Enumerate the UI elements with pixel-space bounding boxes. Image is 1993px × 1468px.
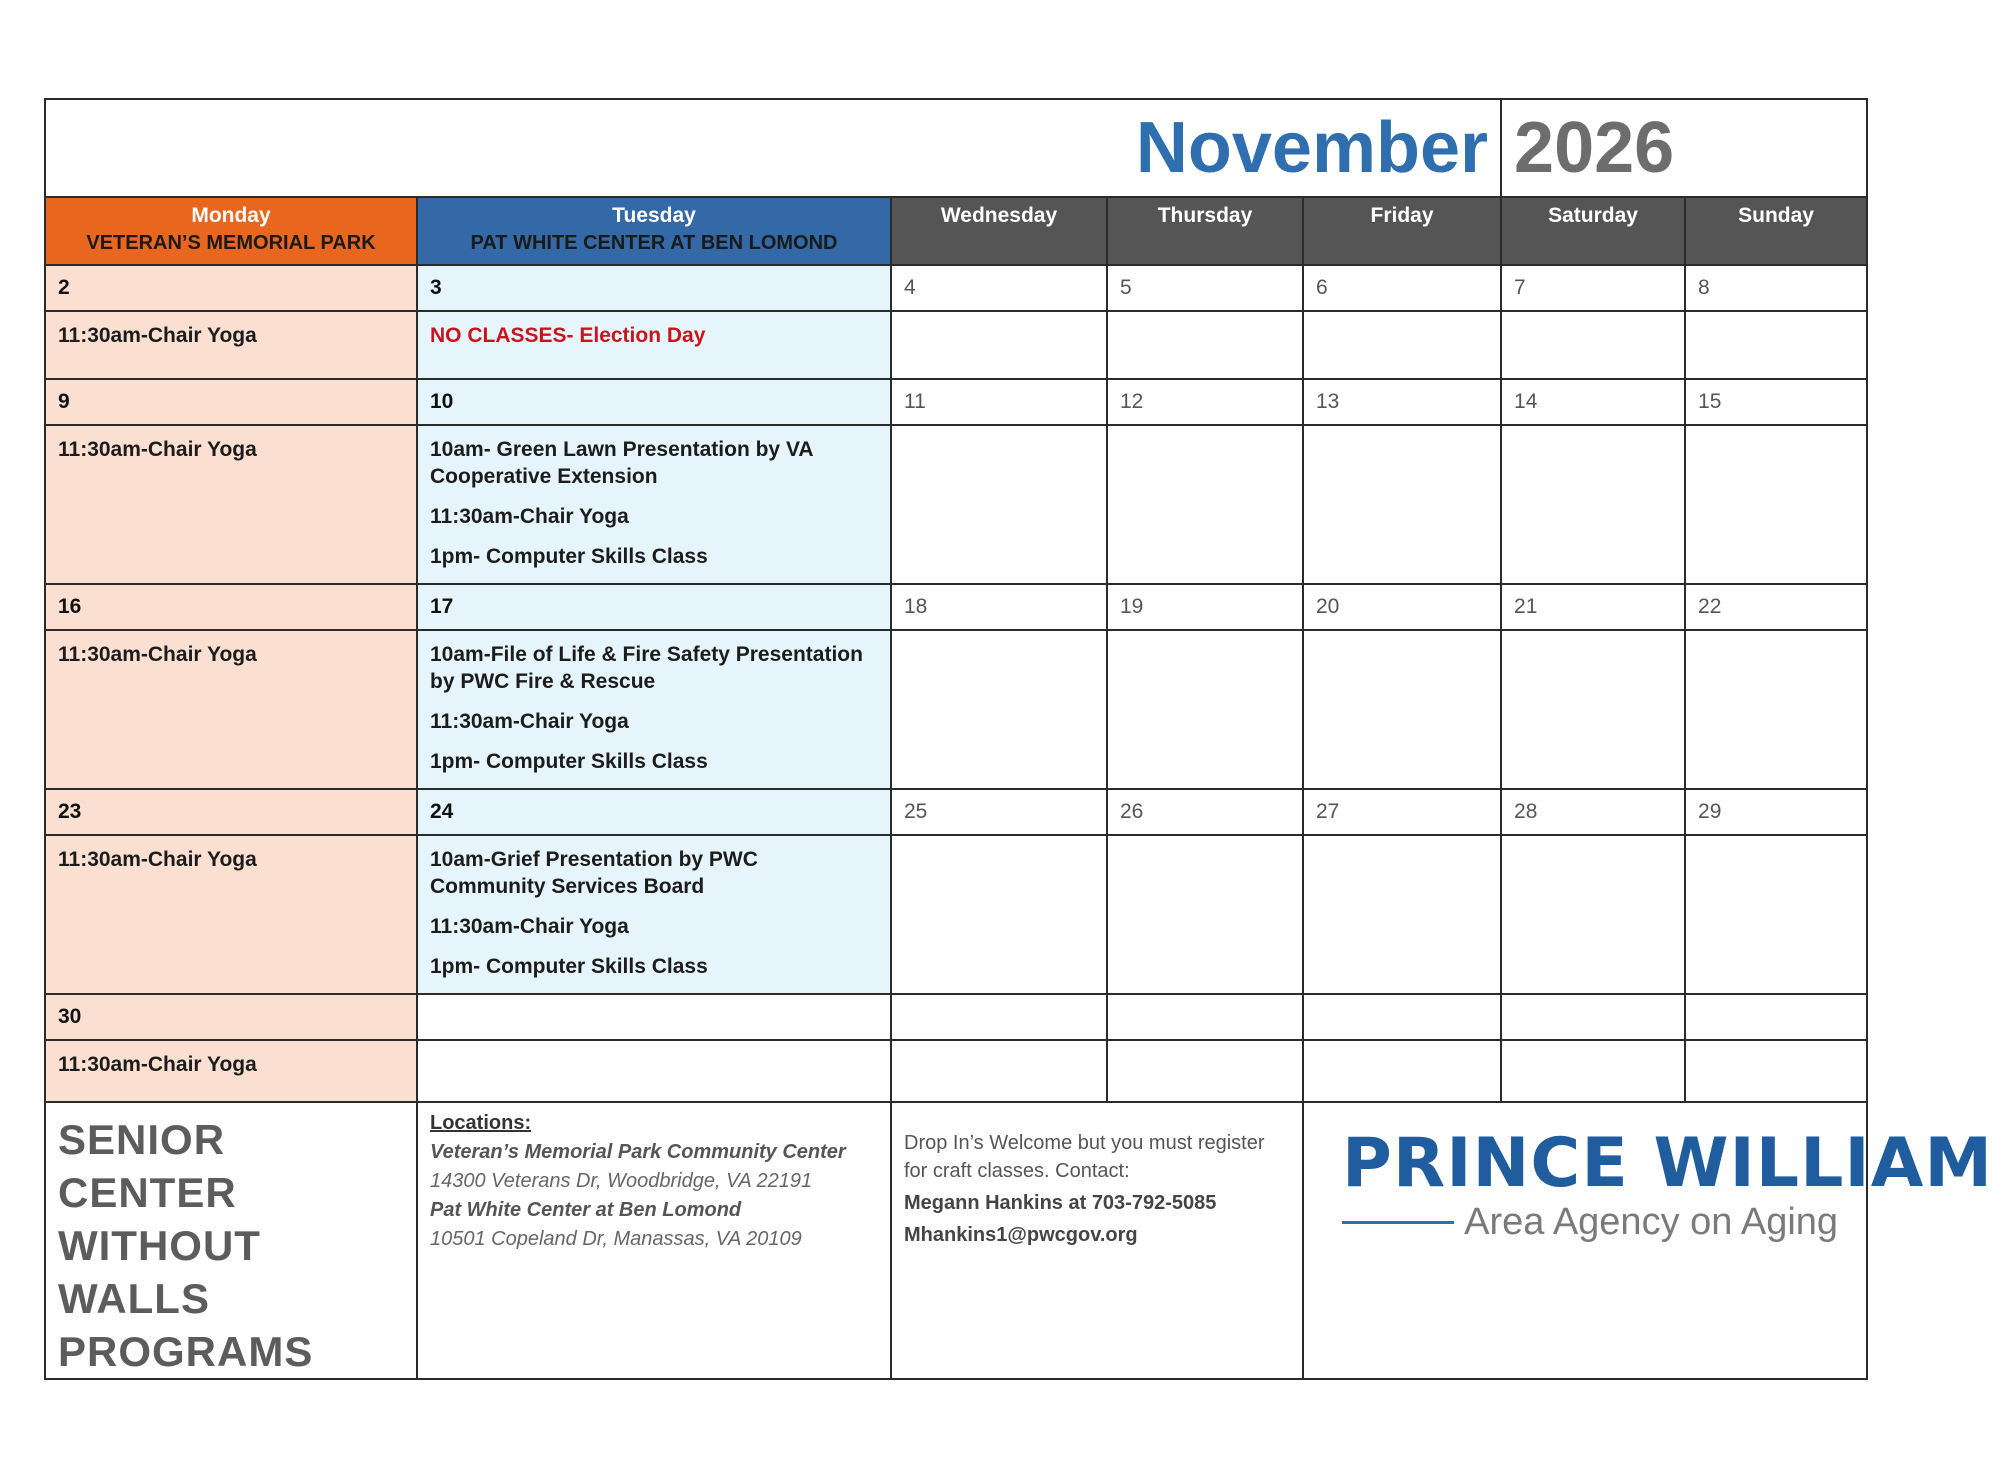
date-number: 3 bbox=[417, 265, 891, 311]
date-number bbox=[1107, 994, 1303, 1040]
date-number: 12 bbox=[1107, 379, 1303, 425]
logo-rule bbox=[1342, 1221, 1454, 1224]
date-number: 10 bbox=[417, 379, 891, 425]
header-sunday-label: Sunday bbox=[1738, 204, 1814, 227]
no-classes-notice: NO CLASSES- Election Day bbox=[430, 324, 706, 347]
event-item: 1pm- Computer Skills Class bbox=[430, 545, 708, 568]
location2-address: 10501 Copeland Dr, Manassas, VA 20109 bbox=[430, 1228, 802, 1250]
date-number: 4 bbox=[891, 265, 1107, 311]
day-cell bbox=[1501, 1040, 1685, 1102]
date-number: 16 bbox=[45, 584, 417, 630]
locations-cell bbox=[417, 1102, 891, 1379]
header-wednesday-label: Wednesday bbox=[940, 204, 1058, 227]
event-list bbox=[46, 312, 416, 349]
day-cell bbox=[1107, 835, 1303, 994]
header-tuesday bbox=[417, 197, 891, 265]
date-number: 28 bbox=[1501, 789, 1685, 835]
events-row bbox=[45, 835, 1867, 994]
month-title: November bbox=[1135, 108, 1489, 188]
contact-cell bbox=[891, 1102, 1303, 1379]
day-cell bbox=[45, 835, 417, 994]
date-number: 19 bbox=[1107, 584, 1303, 630]
date-number-row bbox=[45, 994, 1867, 1040]
day-cell bbox=[1303, 630, 1501, 789]
date-number: 14 bbox=[1501, 379, 1685, 425]
date-number bbox=[417, 994, 891, 1040]
date-number: 11 bbox=[891, 379, 1107, 425]
date-number: 29 bbox=[1685, 789, 1867, 835]
date-number-row bbox=[45, 789, 1867, 835]
day-cell bbox=[45, 630, 417, 789]
event-item: 11:30am-Chair Yoga bbox=[58, 643, 257, 666]
event-item: 10am- Green Lawn Presentation by VA Cooperative Extension bbox=[430, 438, 813, 488]
header-sunday bbox=[1685, 197, 1867, 265]
event-item: 11:30am-Chair Yoga bbox=[58, 848, 257, 871]
day-cell bbox=[1501, 835, 1685, 994]
day-cell bbox=[1303, 1040, 1501, 1102]
header-thursday-label: Thursday bbox=[1157, 204, 1253, 227]
program-title-line: SENIOR CENTER bbox=[58, 1116, 237, 1216]
date-number: 20 bbox=[1303, 584, 1501, 630]
program-title bbox=[46, 1103, 416, 1378]
date-number: 24 bbox=[417, 789, 891, 835]
events-row bbox=[45, 630, 1867, 789]
contact-text: Drop In’s Welcome but you must register for craft classes. Contact: bbox=[904, 1132, 1265, 1182]
contact-info bbox=[892, 1103, 1302, 1249]
events-row bbox=[45, 311, 1867, 379]
event-list bbox=[418, 836, 890, 980]
day-cell bbox=[1501, 630, 1685, 789]
day-cell bbox=[1501, 311, 1685, 379]
day-cell bbox=[1107, 630, 1303, 789]
event-item: 11:30am-Chair Yoga bbox=[430, 710, 629, 733]
calendar-table bbox=[44, 98, 1993, 1380]
header-friday bbox=[1303, 197, 1501, 265]
event-list bbox=[46, 1041, 416, 1078]
header-tuesday-label: Tuesday bbox=[612, 204, 696, 227]
day-cell bbox=[1303, 835, 1501, 994]
day-cell bbox=[1685, 311, 1867, 379]
header-wednesday bbox=[891, 197, 1107, 265]
date-number bbox=[1685, 994, 1867, 1040]
date-number: 5 bbox=[1107, 265, 1303, 311]
date-number: 13 bbox=[1303, 379, 1501, 425]
day-cell bbox=[1685, 835, 1867, 994]
day-cell bbox=[891, 1040, 1107, 1102]
day-cell bbox=[417, 835, 891, 994]
date-number: 15 bbox=[1685, 379, 1867, 425]
event-item: 11:30am-Chair Yoga bbox=[58, 324, 257, 347]
header-friday-label: Friday bbox=[1370, 204, 1434, 227]
event-list bbox=[46, 836, 416, 873]
date-number: 22 bbox=[1685, 584, 1867, 630]
day-cell bbox=[1501, 425, 1685, 584]
day-cell bbox=[891, 835, 1107, 994]
event-item: 1pm- Computer Skills Class bbox=[430, 955, 708, 978]
date-number-row bbox=[45, 379, 1867, 425]
date-number: 6 bbox=[1303, 265, 1501, 311]
header-saturday-label: Saturday bbox=[1548, 204, 1638, 227]
date-number-row bbox=[45, 265, 1867, 311]
header-monday bbox=[45, 197, 417, 265]
event-list bbox=[418, 631, 890, 775]
event-item: 10am-File of Life & Fire Safety Presentation by PWC Fire & Rescue bbox=[430, 643, 863, 693]
program-title-cell bbox=[45, 1102, 417, 1379]
logo-cell bbox=[1303, 1102, 1993, 1379]
event-item: 11:30am-Chair Yoga bbox=[58, 438, 257, 461]
date-number: 18 bbox=[891, 584, 1107, 630]
logo-subtitle: Area Agency on Aging bbox=[1464, 1201, 1839, 1243]
date-number-row bbox=[45, 584, 1867, 630]
day-cell bbox=[1303, 425, 1501, 584]
day-cell bbox=[1685, 630, 1867, 789]
day-cell bbox=[891, 311, 1107, 379]
agency-logo bbox=[1304, 1103, 1993, 1244]
title-month-cell bbox=[45, 99, 1501, 197]
header-monday-location: VETERAN’S MEMORIAL PARK bbox=[86, 232, 376, 254]
program-title-line: PROGRAMS bbox=[58, 1328, 314, 1375]
date-number bbox=[1501, 994, 1685, 1040]
header-monday-label: Monday bbox=[191, 204, 271, 227]
date-number: 27 bbox=[1303, 789, 1501, 835]
date-number: 30 bbox=[45, 994, 417, 1040]
events-row bbox=[45, 425, 1867, 584]
event-list bbox=[418, 312, 890, 349]
event-item: 11:30am-Chair Yoga bbox=[430, 505, 629, 528]
date-number: 25 bbox=[891, 789, 1107, 835]
header-saturday bbox=[1501, 197, 1685, 265]
date-number: 17 bbox=[417, 584, 891, 630]
date-number: 26 bbox=[1107, 789, 1303, 835]
date-number bbox=[1303, 994, 1501, 1040]
date-number bbox=[891, 994, 1107, 1040]
day-cell bbox=[891, 630, 1107, 789]
event-item: 11:30am-Chair Yoga bbox=[430, 915, 629, 938]
locations-heading: Locations: bbox=[430, 1112, 532, 1134]
day-cell bbox=[417, 630, 891, 789]
day-cell bbox=[45, 1040, 417, 1102]
header-thursday bbox=[1107, 197, 1303, 265]
event-item: 1pm- Computer Skills Class bbox=[430, 750, 708, 773]
date-number: 9 bbox=[45, 379, 417, 425]
contact-name: Megann Hankins at 703-792-5085 bbox=[904, 1192, 1217, 1214]
date-number: 23 bbox=[45, 789, 417, 835]
logo-title: PRINCE WILLIAM bbox=[1342, 1124, 1993, 1203]
location1-name: Veteran’s Memorial Park Community Center bbox=[430, 1141, 846, 1163]
day-cell bbox=[1685, 1040, 1867, 1102]
day-cell bbox=[1107, 425, 1303, 584]
events-row bbox=[45, 1040, 1867, 1102]
location1-address: 14300 Veterans Dr, Woodbridge, VA 22191 bbox=[430, 1170, 813, 1192]
locations bbox=[418, 1103, 890, 1254]
day-cell bbox=[1107, 311, 1303, 379]
event-item: 10am-Grief Presentation by PWC Community Services Board bbox=[430, 848, 758, 898]
event-list bbox=[418, 426, 890, 570]
program-title-line: WITHOUT WALLS bbox=[58, 1222, 261, 1322]
day-cell bbox=[417, 425, 891, 584]
day-cell bbox=[45, 425, 417, 584]
title-year-cell bbox=[1501, 99, 1867, 197]
location2-name: Pat White Center at Ben Lomond bbox=[430, 1199, 742, 1221]
day-cell bbox=[891, 425, 1107, 584]
event-item: 11:30am-Chair Yoga bbox=[58, 1053, 257, 1076]
year-title: 2026 bbox=[1514, 108, 1675, 188]
day-cell bbox=[1303, 311, 1501, 379]
day-cell bbox=[417, 311, 891, 379]
date-number: 8 bbox=[1685, 265, 1867, 311]
day-cell bbox=[417, 1040, 891, 1102]
event-list bbox=[46, 631, 416, 668]
date-number: 21 bbox=[1501, 584, 1685, 630]
logo-subtitle-row bbox=[1342, 1201, 1838, 1244]
day-cell bbox=[1685, 425, 1867, 584]
day-cell bbox=[45, 311, 417, 379]
date-number: 2 bbox=[45, 265, 417, 311]
header-tuesday-location: PAT WHITE CENTER AT BEN LOMOND bbox=[470, 232, 838, 254]
day-cell bbox=[1107, 1040, 1303, 1102]
date-number: 7 bbox=[1501, 265, 1685, 311]
contact-email[interactable]: Mhankins1@pwcgov.org bbox=[904, 1224, 1138, 1246]
weeks-body bbox=[45, 265, 1867, 1102]
event-list bbox=[46, 426, 416, 463]
